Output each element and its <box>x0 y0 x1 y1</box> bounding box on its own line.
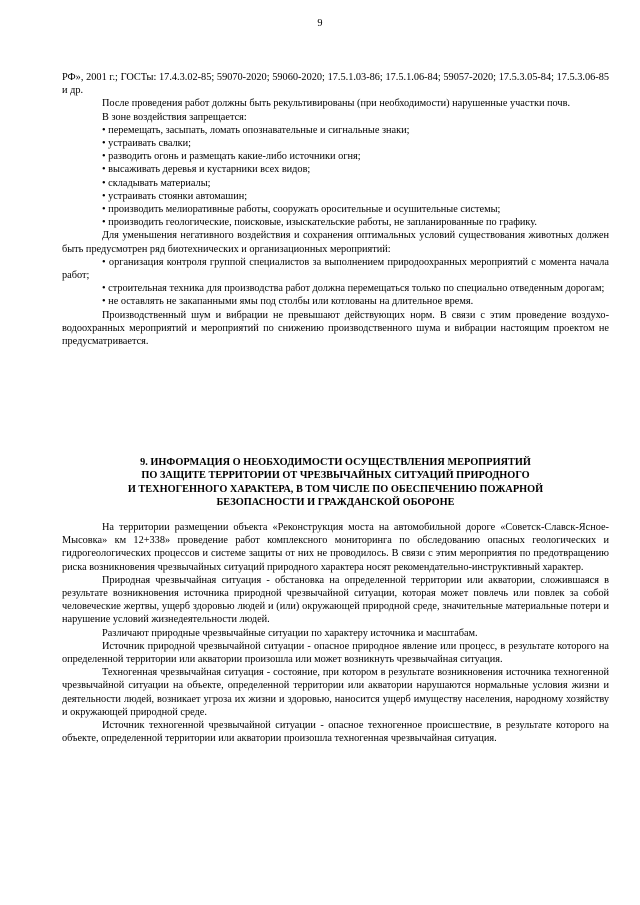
text-block-top <box>62 71 609 348</box>
text-block-bottom <box>62 521 609 745</box>
heading-line: И ТЕХНОГЕННОГО ХАРАКТЕРА, В ТОМ ЧИСЛЕ ПО ОБЕСПЕЧЕНИЮ ПОЖАРНОЙ <box>127 483 544 495</box>
list-item: • разводить огонь и размещать какие-либо источники огня; <box>102 151 361 163</box>
heading-line: БЕЗОПАСНОСТИ И ГРАЖДАНСКОЙ ОБОРОНЕ <box>216 497 455 509</box>
paragraph: Техногенная чрезвычайная ситуация - состояние, при котором в результате возникновения источника техногенной чрезвычайной ситуации на объекте, определенной территории или акватории нарушаются нормальные условия жизни и деятельности людей, возникает угроза их жизни и здоровью, наносится ущерб имуществу населения, народному хозяйству и окружающей природной среде. <box>62 667 609 718</box>
paragraph: Для уменьшения негативного воздействия и сохранения оптимальных условий существования животных должен быть предусмотрен ряд биотехнических и организационных мероприятий: <box>62 230 609 255</box>
list-item: • не оставлять не закапанными ямы под столбы или котлованы на длительное время. <box>102 296 474 308</box>
list-item: • складывать материалы; <box>102 177 211 189</box>
paragraph: Источник техногенной чрезвычайной ситуации - опасное техногенное происшествие, в результате которого на объекте, определенной территории или акватории произошла техногенная чрезвычайная ситуация. <box>62 720 609 745</box>
list-item: • устраивать стоянки автомашин; <box>102 190 248 202</box>
paragraph: Источник природной чрезвычайной ситуации - опасное природное явление или процесс, в результате которого на определенной территории или акватории произошла или может возникнуть чрезвычайная ситуация. <box>62 640 609 666</box>
page-number: 9 <box>317 18 323 29</box>
heading-line: 9. ИНФОРМАЦИЯ О НЕОБХОДИМОСТИ ОСУЩЕСТВЛЕНИЯ МЕРОПРИЯТИЙ <box>140 457 531 468</box>
list-item: • организация контроля группой специалистов за выполнением природоохранных мероприятий с момента начала работ; <box>62 256 609 282</box>
paragraph: РФ», 2001 г.; ГОСТы: 17.4.3.02-85; 59070-2020; 59060-2020; 17.5.1.03-86; 17.5.1.06-84; 59057-2020; 17.5.3.05-84; 17.5.3.06-85 и др. <box>62 72 609 97</box>
section-heading <box>62 456 609 510</box>
list-item: • перемещать, засыпать, ломать опознавательные и сигнальные знаки; <box>102 124 410 136</box>
list-item: • производить мелиоративные работы, сооружать оросительные и осушительные системы; <box>102 204 501 216</box>
paragraph: На территории размещении объекта «Реконструкция моста на автомобильной дороге «Советск-Славск-Ясное-Мысовка» км 12+338» проведение работ комплексного мониторинга по обследованию опасных геологических и гидрогеологических процессов и системе защиты от них не проводилось. В связи с этим мероприятия по предотвращению риска возникновения чрезвычайных ситуаций природного характера носят рекомендательно-инструктивный характер. <box>62 522 609 573</box>
list-item: • устраивать свалки; <box>102 138 192 150</box>
list-item: • производить геологические, поисковые, изыскательские работы, не запланированные по графику. <box>102 217 537 229</box>
paragraph: Различают природные чрезвычайные ситуации по характеру источника и масштабам. <box>102 627 478 639</box>
list-item: • строительная техника для производства работ должна перемещаться только по специально отведенным дорогам; <box>102 283 605 295</box>
paragraph: Природная чрезвычайная ситуация - обстановка на определенной территории или акватории, сложившаяся в результате возникновения источника природной чрезвычайной ситуации, которая может повлечь или повлек за собой человеческие жертвы, ущерб здоровью людей и (или) окружающей природной среде, значительные материальные потери и нарушение условий жизнедеятельности людей. <box>62 574 609 626</box>
paragraph: Производственный шум и вибрации не превышают действующих норм. В связи с этим проведение воздухо-водоохранных мероприятий и мероприятий по снижению производственного шума и вибрации настоящим проектом не предусматривается. <box>62 309 609 348</box>
paragraph: В зоне воздействия запрещается: <box>102 111 247 123</box>
heading-line: ПО ЗАЩИТЕ ТЕРРИТОРИИ ОТ ЧРЕЗВЫЧАЙНЫХ СИТУАЦИЙ ПРИРОДНОГО <box>141 470 530 482</box>
list-item: • высаживать деревья и кустарники всех видов; <box>102 164 311 176</box>
paragraph: После проведения работ должны быть рекультивированы (при необходимости) нарушенные участки почв. <box>102 98 571 110</box>
